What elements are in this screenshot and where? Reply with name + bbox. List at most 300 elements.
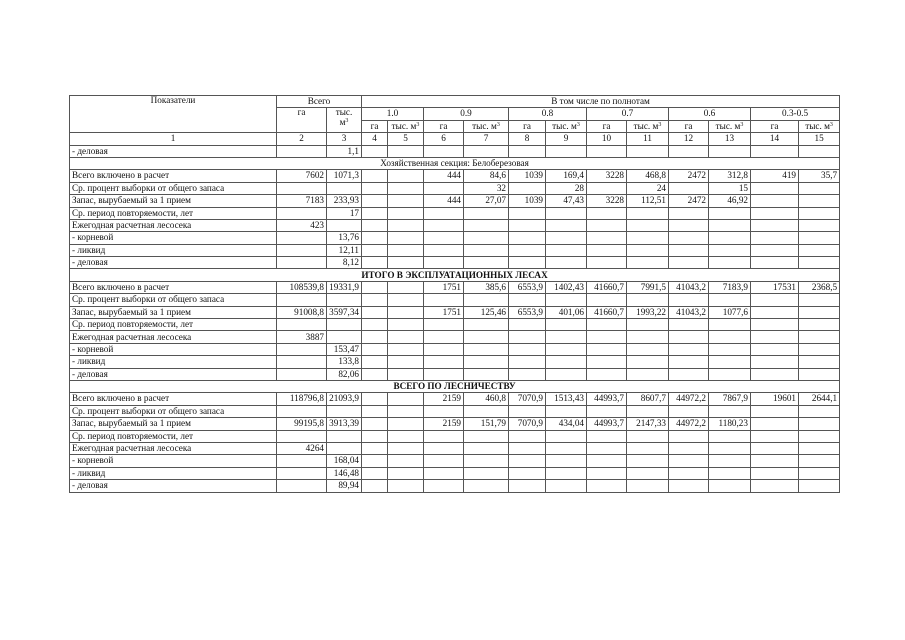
section-title: Хозяйственная секция: Белоберезовая <box>70 157 840 169</box>
header-column-numbers <box>70 133 840 145</box>
table-cell: 169,4 <box>546 170 587 182</box>
table-cell: 27,07 <box>464 195 509 207</box>
column-number-8: 8 <box>509 133 546 145</box>
table-cell <box>388 195 424 207</box>
row-label: Ежегодная расчетная лесосека <box>70 442 277 454</box>
table-cell <box>464 257 509 269</box>
table-cell: 2368,5 <box>799 281 840 293</box>
section-title: ИТОГО В ЭКСПЛУАТАЦИОННЫХ ЛЕСАХ <box>70 269 840 281</box>
table-cell <box>424 319 464 331</box>
table-cell <box>362 195 388 207</box>
table-cell <box>709 455 751 467</box>
row-label: Ср. процент выборки от общего запаса <box>70 294 277 306</box>
table-cell <box>627 331 669 343</box>
row-label: - ликвид <box>70 356 277 368</box>
header-density-2-ha: га <box>424 120 464 132</box>
table-cell <box>464 480 509 492</box>
table-cell: 19331,9 <box>327 281 362 293</box>
table-cell <box>546 368 587 380</box>
table-cell <box>362 170 388 182</box>
table-cell <box>327 182 362 194</box>
table-cell <box>799 331 840 343</box>
table-cell <box>627 430 669 442</box>
table-cell <box>799 343 840 355</box>
table-cell: 1077,6 <box>709 306 751 318</box>
table-cell <box>799 219 840 231</box>
table-cell <box>546 331 587 343</box>
table-cell <box>362 244 388 256</box>
row-label: Ср. процент выборки от общего запаса <box>70 405 277 417</box>
table-cell <box>627 356 669 368</box>
row-label: Ср. процент выборки от общего запаса <box>70 182 277 194</box>
table-cell: 46,92 <box>709 195 751 207</box>
table-cell <box>627 219 669 231</box>
table-cell <box>709 294 751 306</box>
table-cell: 385,6 <box>464 281 509 293</box>
table-cell <box>424 331 464 343</box>
row-label: - деловая <box>70 257 277 269</box>
table-cell: 1039 <box>509 195 546 207</box>
table-cell <box>546 442 587 454</box>
table-row <box>70 467 840 479</box>
table-cell <box>669 319 709 331</box>
header-density-6: 0.3-0.5 <box>751 108 840 120</box>
table-cell: 401,06 <box>546 306 587 318</box>
table-cell <box>509 219 546 231</box>
table-cell <box>799 306 840 318</box>
table-cell: 3228 <box>587 170 627 182</box>
table-cell <box>327 331 362 343</box>
table-cell: 6553,9 <box>509 306 546 318</box>
table-cell <box>799 356 840 368</box>
table-cell <box>799 430 840 442</box>
column-number-14: 14 <box>751 133 799 145</box>
table-cell <box>327 430 362 442</box>
table-cell <box>388 430 424 442</box>
table-cell: 84,6 <box>464 170 509 182</box>
table-cell: 2159 <box>424 393 464 405</box>
header-density-2-volume <box>464 120 509 132</box>
table-cell: 146,48 <box>327 467 362 479</box>
table-cell <box>587 480 627 492</box>
table-cell <box>277 182 327 194</box>
header-indicators: Показатели <box>70 96 277 133</box>
table-cell: 32 <box>464 182 509 194</box>
table-cell <box>362 281 388 293</box>
table-row <box>70 207 840 219</box>
table-cell <box>709 368 751 380</box>
table-cell <box>709 356 751 368</box>
table-cell <box>362 405 388 417</box>
table-cell <box>799 182 840 194</box>
table-cell <box>327 319 362 331</box>
table-cell: 112,51 <box>627 195 669 207</box>
table-cell <box>587 368 627 380</box>
table-cell <box>362 442 388 454</box>
table-cell <box>709 480 751 492</box>
table-cell: 1039 <box>509 170 546 182</box>
table-cell <box>277 480 327 492</box>
table-cell <box>509 232 546 244</box>
table-cell <box>424 257 464 269</box>
table-cell <box>509 405 546 417</box>
table-cell <box>799 145 840 157</box>
table-cell: 3597,34 <box>327 306 362 318</box>
table-cell <box>464 442 509 454</box>
table-cell <box>424 244 464 256</box>
table-cell: 468,8 <box>627 170 669 182</box>
table-cell <box>388 319 424 331</box>
table-cell <box>424 219 464 231</box>
table-cell <box>627 442 669 454</box>
table-cell <box>464 219 509 231</box>
table-cell <box>277 343 327 355</box>
table-cell: 41043,2 <box>669 306 709 318</box>
table-cell <box>587 294 627 306</box>
table-cell <box>669 356 709 368</box>
table-cell <box>362 343 388 355</box>
table-cell <box>799 368 840 380</box>
table-cell <box>627 455 669 467</box>
table-cell <box>546 343 587 355</box>
section-title: ВСЕГО ПО ЛЕСНИЧЕСТВУ <box>70 380 840 392</box>
table-cell <box>669 405 709 417</box>
header-density-volume-exp: 3 <box>496 121 500 128</box>
table-cell: 444 <box>424 170 464 182</box>
header-density-volume-text: тыс. м <box>472 120 497 131</box>
table-cell <box>669 294 709 306</box>
table-cell: 434,04 <box>546 418 587 430</box>
table-cell <box>709 207 751 219</box>
row-label: Ср. период повторяемости, лет <box>70 207 277 219</box>
table-cell <box>509 257 546 269</box>
table-row <box>70 418 840 430</box>
table-cell: 44972,2 <box>669 418 709 430</box>
table-cell: 8607,7 <box>627 393 669 405</box>
table-cell <box>388 405 424 417</box>
table-cell <box>587 331 627 343</box>
table-row <box>70 405 840 417</box>
table-cell: 4264 <box>277 442 327 454</box>
table-cell <box>424 430 464 442</box>
header-density-volume-text: тыс. м <box>715 120 741 131</box>
table-cell: 35,7 <box>799 170 840 182</box>
table-cell <box>627 145 669 157</box>
table-cell <box>751 319 799 331</box>
table-cell <box>277 145 327 157</box>
header-total: Всего <box>277 96 362 108</box>
table-row <box>70 393 840 405</box>
column-number-3: 3 <box>327 133 362 145</box>
table-cell <box>277 232 327 244</box>
section-row <box>70 380 840 392</box>
table-cell <box>546 455 587 467</box>
table-row <box>70 232 840 244</box>
table-cell <box>587 430 627 442</box>
table-cell <box>709 232 751 244</box>
table-cell <box>751 232 799 244</box>
table-cell <box>424 145 464 157</box>
column-number-2: 2 <box>277 133 327 145</box>
table-row <box>70 442 840 454</box>
row-label: - деловая <box>70 368 277 380</box>
table-cell <box>799 257 840 269</box>
table-cell <box>751 331 799 343</box>
table-cell <box>388 207 424 219</box>
table-cell: 419 <box>751 170 799 182</box>
column-number-6: 6 <box>424 133 464 145</box>
table-cell: 233,93 <box>327 195 362 207</box>
table-cell <box>587 257 627 269</box>
header-density-volume-text: тыс. м <box>391 120 417 131</box>
table-cell <box>464 294 509 306</box>
table-row <box>70 480 840 492</box>
table-cell: 125,46 <box>464 306 509 318</box>
header-total-volume-exp: 3 <box>345 117 349 124</box>
table-cell <box>751 356 799 368</box>
header-density-6-ha: га <box>751 120 799 132</box>
table-cell: 7602 <box>277 170 327 182</box>
table-cell: 44993,7 <box>587 418 627 430</box>
table-cell <box>509 480 546 492</box>
header-total-volume <box>327 108 362 133</box>
table-cell <box>799 467 840 479</box>
table-cell: 7070,9 <box>509 393 546 405</box>
table-cell: 151,79 <box>464 418 509 430</box>
table-cell <box>464 232 509 244</box>
table-cell: 8,12 <box>327 257 362 269</box>
table-cell <box>751 195 799 207</box>
table-cell <box>464 368 509 380</box>
table-cell <box>388 480 424 492</box>
table-cell <box>277 319 327 331</box>
table-row <box>70 430 840 442</box>
table-row <box>70 356 840 368</box>
table-cell <box>587 442 627 454</box>
table-cell <box>587 455 627 467</box>
header-density-volume-exp: 3 <box>576 121 580 128</box>
table-cell <box>509 356 546 368</box>
table-row <box>70 170 840 182</box>
table-cell <box>709 257 751 269</box>
table-cell <box>424 356 464 368</box>
table-cell <box>669 430 709 442</box>
table-cell <box>362 319 388 331</box>
table-cell <box>587 319 627 331</box>
table-cell <box>388 182 424 194</box>
table-cell <box>587 207 627 219</box>
table-cell <box>587 343 627 355</box>
table-cell: 41043,2 <box>669 281 709 293</box>
table-cell <box>587 356 627 368</box>
header-density-3-ha: га <box>509 120 546 132</box>
table-cell: 118796,8 <box>277 393 327 405</box>
table-cell: 460,8 <box>464 393 509 405</box>
table-cell <box>799 294 840 306</box>
table-cell <box>587 182 627 194</box>
table-cell <box>669 467 709 479</box>
table-cell <box>709 467 751 479</box>
table-cell: 2147,33 <box>627 418 669 430</box>
table-cell: 17 <box>327 207 362 219</box>
table-cell: 99195,8 <box>277 418 327 430</box>
table-cell <box>362 430 388 442</box>
table-cell <box>362 455 388 467</box>
table-cell: 1402,43 <box>546 281 587 293</box>
table-cell <box>424 467 464 479</box>
table-cell: 1993,22 <box>627 306 669 318</box>
table-cell: 3913,39 <box>327 418 362 430</box>
table-cell <box>546 467 587 479</box>
table-cell: 1751 <box>424 281 464 293</box>
table-cell: 312,8 <box>709 170 751 182</box>
table-cell <box>327 219 362 231</box>
section-row <box>70 269 840 281</box>
table-cell: 44993,7 <box>587 393 627 405</box>
table-cell: 28 <box>546 182 587 194</box>
table-cell <box>388 281 424 293</box>
table-cell <box>669 368 709 380</box>
table-cell <box>362 232 388 244</box>
table-cell: 444 <box>424 195 464 207</box>
table-cell: 41660,7 <box>587 306 627 318</box>
row-label: - ликвид <box>70 244 277 256</box>
table-cell <box>546 480 587 492</box>
table-cell <box>464 455 509 467</box>
table-cell <box>362 418 388 430</box>
table-cell <box>509 244 546 256</box>
table-cell <box>509 207 546 219</box>
table-cell <box>799 405 840 417</box>
table-cell <box>587 219 627 231</box>
table-cell <box>509 294 546 306</box>
table-row <box>70 281 840 293</box>
table-cell <box>362 294 388 306</box>
table-cell <box>388 368 424 380</box>
table-cell <box>751 257 799 269</box>
table-cell <box>424 405 464 417</box>
table-cell <box>362 145 388 157</box>
table-cell <box>277 405 327 417</box>
table-cell: 6553,9 <box>509 281 546 293</box>
row-label: Всего включено в расчет <box>70 393 277 405</box>
table-cell <box>709 331 751 343</box>
table-cell: 1180,23 <box>709 418 751 430</box>
table-row <box>70 306 840 318</box>
table-cell <box>546 319 587 331</box>
table-cell <box>388 244 424 256</box>
table-cell <box>464 405 509 417</box>
table-cell <box>751 368 799 380</box>
table-cell <box>627 319 669 331</box>
table-cell <box>388 455 424 467</box>
row-label: Запас, вырубаемый за 1 прием <box>70 306 277 318</box>
table-cell <box>627 480 669 492</box>
column-number-9: 9 <box>546 133 587 145</box>
table-cell <box>464 467 509 479</box>
table-cell <box>627 207 669 219</box>
table-cell <box>751 244 799 256</box>
table-cell <box>424 182 464 194</box>
table-cell <box>751 418 799 430</box>
table-cell <box>277 368 327 380</box>
table-cell <box>627 467 669 479</box>
table-cell <box>362 393 388 405</box>
table-cell <box>627 232 669 244</box>
table-cell <box>509 467 546 479</box>
table-cell <box>509 343 546 355</box>
table-cell <box>627 343 669 355</box>
table-cell: 133,8 <box>327 356 362 368</box>
table-cell <box>388 306 424 318</box>
table-cell <box>751 480 799 492</box>
table-cell <box>751 430 799 442</box>
table-cell: 7183 <box>277 195 327 207</box>
table-cell: 7183,9 <box>709 281 751 293</box>
header-density-volume-text: тыс. м <box>633 120 659 131</box>
table-cell <box>424 207 464 219</box>
table-cell <box>669 232 709 244</box>
header-density-3: 0.8 <box>509 108 587 120</box>
table-cell <box>277 244 327 256</box>
table-cell: 17531 <box>751 281 799 293</box>
table-cell <box>327 442 362 454</box>
table-cell <box>799 319 840 331</box>
table-cell <box>751 442 799 454</box>
table-cell: 153,47 <box>327 343 362 355</box>
table-cell <box>509 331 546 343</box>
table-cell <box>709 430 751 442</box>
table-cell <box>799 244 840 256</box>
table-cell <box>464 244 509 256</box>
table-cell: 13,76 <box>327 232 362 244</box>
table-cell <box>751 405 799 417</box>
row-label: Всего включено в расчет <box>70 281 277 293</box>
table-cell <box>362 257 388 269</box>
table-cell <box>669 480 709 492</box>
table-cell <box>587 232 627 244</box>
header-row-1 <box>70 96 840 108</box>
section-row <box>70 157 840 169</box>
table-cell: 47,43 <box>546 195 587 207</box>
table-cell <box>277 467 327 479</box>
table-cell <box>709 442 751 454</box>
table-cell <box>388 343 424 355</box>
table-cell <box>751 455 799 467</box>
table-cell <box>751 306 799 318</box>
table-cell <box>424 442 464 454</box>
table-cell <box>388 331 424 343</box>
table-cell: 3228 <box>587 195 627 207</box>
header-density-volume-text: тыс. м <box>805 120 830 131</box>
header-total-volume-line2: м <box>339 116 346 127</box>
table-cell <box>799 418 840 430</box>
column-number-11: 11 <box>627 133 669 145</box>
table-cell <box>799 232 840 244</box>
table-cell <box>464 319 509 331</box>
table-cell <box>362 331 388 343</box>
table-cell <box>277 430 327 442</box>
table-cell <box>587 244 627 256</box>
table-cell <box>669 455 709 467</box>
table-cell <box>509 145 546 157</box>
table-cell <box>464 331 509 343</box>
table-cell <box>464 207 509 219</box>
row-label: - корневой <box>70 343 277 355</box>
table-cell <box>669 207 709 219</box>
table-cell <box>751 145 799 157</box>
table-cell <box>509 319 546 331</box>
